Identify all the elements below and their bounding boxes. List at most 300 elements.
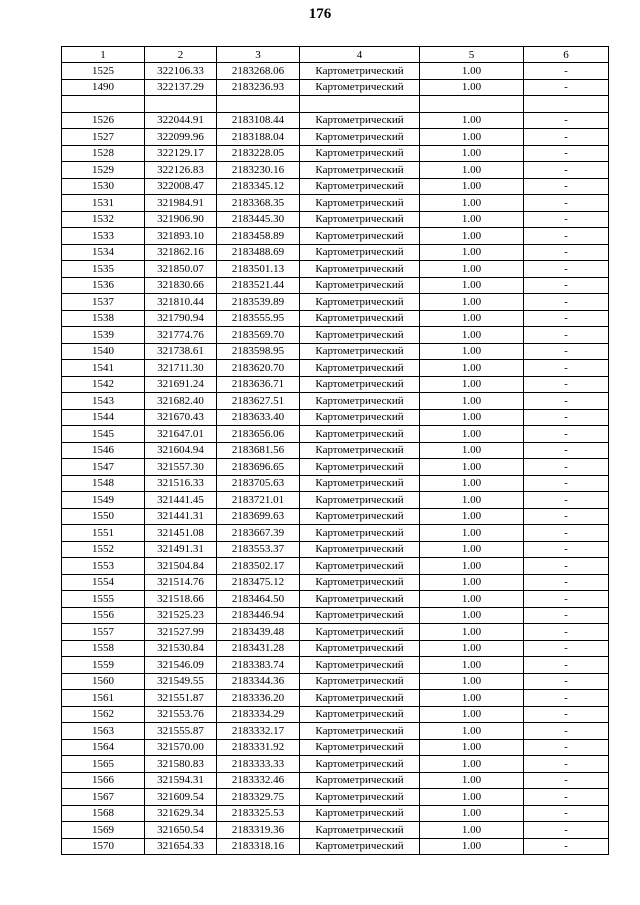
table-cell: - [524,145,609,162]
table-cell: - [524,261,609,278]
table-row [62,343,609,360]
table-row [62,772,609,789]
table-cell: 2183501.13 [217,261,300,278]
table-cell: 1.00 [420,294,524,311]
table-cell: Картометрический [300,79,420,96]
table-cell: 1556 [62,607,145,624]
table-cell: Картометрический [300,624,420,641]
table-cell: 321441.45 [145,492,217,509]
table-cell: 1.00 [420,673,524,690]
table-cell: 321647.01 [145,426,217,443]
table-cell: 321609.54 [145,789,217,806]
table-cell: - [524,79,609,96]
table-cell: 2183464.50 [217,591,300,608]
table-cell: 2183458.89 [217,228,300,245]
table-cell: 321604.94 [145,442,217,459]
table-cell: 321557.30 [145,459,217,476]
table-body [62,47,609,855]
table-cell: Картометрический [300,145,420,162]
column-header: 4 [300,47,420,63]
table-cell: 322106.33 [145,63,217,80]
table-cell: Картометрический [300,525,420,542]
table-row [62,756,609,773]
table-row [62,327,609,344]
table-cell: 1.00 [420,310,524,327]
table-cell: 321711.30 [145,360,217,377]
table-cell: 321514.76 [145,574,217,591]
table-cell: 1567 [62,789,145,806]
table-cell: 2183502.17 [217,558,300,575]
table-row [62,624,609,641]
table-cell: Картометрический [300,690,420,707]
table-cell: 1542 [62,376,145,393]
table-cell: 2183236.93 [217,79,300,96]
table-cell: 321984.91 [145,195,217,212]
table-cell [62,96,145,113]
table-cell: 2183475.12 [217,574,300,591]
table-cell: 321451.08 [145,525,217,542]
column-header: 1 [62,47,145,63]
table-cell: 1.00 [420,525,524,542]
table-cell: 321516.33 [145,475,217,492]
table-cell: Картометрический [300,657,420,674]
table-cell: 321682.40 [145,393,217,410]
table-cell: 2183318.16 [217,838,300,855]
table-row [62,607,609,624]
table-cell: 1529 [62,162,145,179]
table-cell: - [524,294,609,311]
table-cell: 2183230.16 [217,162,300,179]
table-cell: 1.00 [420,558,524,575]
table-cell: 1.00 [420,723,524,740]
table-cell: 1.00 [420,343,524,360]
table-cell: 2183705.63 [217,475,300,492]
table-cell: 1.00 [420,277,524,294]
table-cell: 321549.55 [145,673,217,690]
table-cell: 321691.24 [145,376,217,393]
table-cell: 2183555.95 [217,310,300,327]
table-cell: 1.00 [420,772,524,789]
table-cell: 322008.47 [145,178,217,195]
table-cell: Картометрический [300,178,420,195]
page-number: 176 [308,6,332,22]
table-cell [300,96,420,113]
table-cell: - [524,162,609,179]
table-cell: Картометрический [300,673,420,690]
table-cell: 1.00 [420,162,524,179]
table-cell: 1.00 [420,195,524,212]
table-cell: 1528 [62,145,145,162]
table-cell: 1557 [62,624,145,641]
table-cell: 321551.87 [145,690,217,707]
table-cell: 321629.34 [145,805,217,822]
table-cell: 2183383.74 [217,657,300,674]
table-cell: 1.00 [420,492,524,509]
table-cell: 1537 [62,294,145,311]
table-cell: - [524,393,609,410]
table-cell: 2183332.46 [217,772,300,789]
table-cell: 2183334.29 [217,706,300,723]
table-cell: 1564 [62,739,145,756]
table-cell: 2183598.95 [217,343,300,360]
table-cell: 1563 [62,723,145,740]
table-cell: 1541 [62,360,145,377]
table-cell: 1.00 [420,838,524,855]
table-cell: 321893.10 [145,228,217,245]
table-cell: - [524,492,609,509]
table-cell: Картометрический [300,343,420,360]
table-cell: 2183439.48 [217,624,300,641]
column-header: 5 [420,47,524,63]
table-cell: 321546.09 [145,657,217,674]
table-cell: 1.00 [420,574,524,591]
table-row [62,574,609,591]
table-row [62,673,609,690]
table-cell: Картометрический [300,558,420,575]
table-cell: 321580.83 [145,756,217,773]
table-cell: 322129.17 [145,145,217,162]
table-cell: 1536 [62,277,145,294]
table-cell: Картометрический [300,409,420,426]
table-row [62,360,609,377]
table-cell: 1.00 [420,376,524,393]
table-cell: 1527 [62,129,145,146]
table-cell: 321570.00 [145,739,217,756]
table-cell: 1.00 [420,145,524,162]
table-cell [145,96,217,113]
table-cell: 1562 [62,706,145,723]
table-cell: 2183569.70 [217,327,300,344]
table-cell: 2183333.33 [217,756,300,773]
table-cell: - [524,525,609,542]
table-cell: 1.00 [420,805,524,822]
table-cell: - [524,178,609,195]
table-row [62,145,609,162]
table-row [62,706,609,723]
table-cell: 1561 [62,690,145,707]
table-cell: - [524,112,609,129]
table-cell: - [524,541,609,558]
table-cell: 1569 [62,822,145,839]
table-row [62,211,609,228]
table-cell: Картометрический [300,706,420,723]
table-cell: 1526 [62,112,145,129]
table-cell: 2183228.05 [217,145,300,162]
table-cell: Картометрический [300,739,420,756]
table-cell: 1530 [62,178,145,195]
table-cell: 321906.90 [145,211,217,228]
table-cell: 2183627.51 [217,393,300,410]
table-cell: 1.00 [420,591,524,608]
table-cell: 1.00 [420,211,524,228]
table-cell: - [524,277,609,294]
table-cell [217,96,300,113]
table-row [62,838,609,855]
table-cell [420,96,524,113]
table-row [62,459,609,476]
table-cell: - [524,409,609,426]
table-row [62,640,609,657]
table-cell: - [524,244,609,261]
table-cell: 1.00 [420,244,524,261]
table-row [62,442,609,459]
table-cell: 1549 [62,492,145,509]
table-cell: - [524,442,609,459]
table-cell: 321525.23 [145,607,217,624]
table-row [62,805,609,822]
table-cell: Картометрический [300,211,420,228]
table-cell: Картометрический [300,277,420,294]
table-cell: 1.00 [420,178,524,195]
table-cell: 1.00 [420,442,524,459]
table-cell: 1558 [62,640,145,657]
table-cell: 1.00 [420,657,524,674]
table-cell: Картометрический [300,756,420,773]
table-cell: - [524,459,609,476]
table-cell: 321850.07 [145,261,217,278]
table-row [62,294,609,311]
table-cell: 321441.31 [145,508,217,525]
table-cell: 321553.76 [145,706,217,723]
table-cell: 2183553.37 [217,541,300,558]
table-cell: 2183368.35 [217,195,300,212]
table-cell: 2183344.36 [217,673,300,690]
table-cell: - [524,475,609,492]
table-cell: - [524,211,609,228]
table-cell: 1.00 [420,541,524,558]
table-cell: - [524,772,609,789]
table-cell: 322044.91 [145,112,217,129]
table-cell: 1540 [62,343,145,360]
table-cell: 2183268.06 [217,63,300,80]
table-row [62,162,609,179]
table-cell: Картометрический [300,640,420,657]
table-row [62,822,609,839]
table-cell: 1.00 [420,426,524,443]
table-cell: - [524,673,609,690]
table-cell: Картометрический [300,805,420,822]
table-row [62,195,609,212]
table-cell: 321555.87 [145,723,217,740]
table-cell: Картометрический [300,723,420,740]
table-row [62,244,609,261]
table-cell: 1545 [62,426,145,443]
table-row [62,525,609,542]
table-row [62,228,609,245]
table-cell: 1.00 [420,822,524,839]
table-row [62,112,609,129]
table-cell: Картометрический [300,607,420,624]
table-cell: 1.00 [420,640,524,657]
table-cell: - [524,591,609,608]
table-cell: 1538 [62,310,145,327]
table-row [62,723,609,740]
table-cell: 322137.29 [145,79,217,96]
table-cell: 2183620.70 [217,360,300,377]
table-cell: 1533 [62,228,145,245]
table-cell: - [524,706,609,723]
column-header: 6 [524,47,609,63]
table-cell: - [524,739,609,756]
table-cell: Картометрический [300,327,420,344]
table-cell: - [524,805,609,822]
table-cell: 1.00 [420,789,524,806]
table-cell: Картометрический [300,129,420,146]
table-cell: 322099.96 [145,129,217,146]
table-cell: 2183667.39 [217,525,300,542]
table-cell: - [524,624,609,641]
table-cell: - [524,574,609,591]
table-cell: 321518.66 [145,591,217,608]
table-cell: 1560 [62,673,145,690]
table-cell: Картометрический [300,459,420,476]
table-cell: 2183633.40 [217,409,300,426]
table-row [62,426,609,443]
table-cell: - [524,360,609,377]
table-cell: 1550 [62,508,145,525]
table-cell: Картометрический [300,475,420,492]
table-cell: 1551 [62,525,145,542]
table-cell: Картометрический [300,228,420,245]
table-row [62,129,609,146]
table-cell: 1534 [62,244,145,261]
table-cell: - [524,228,609,245]
table-cell: 2183332.17 [217,723,300,740]
table-cell: 1.00 [420,624,524,641]
table-cell [524,96,609,113]
table-row [62,541,609,558]
table-cell: 321810.44 [145,294,217,311]
table-cell: 1.00 [420,63,524,80]
table-cell: 1525 [62,63,145,80]
table-cell: 321491.31 [145,541,217,558]
table-row [62,277,609,294]
table-cell: - [524,508,609,525]
table-cell: 321830.66 [145,277,217,294]
table-cell: Картометрический [300,492,420,509]
table-cell: - [524,310,609,327]
table-row [62,657,609,674]
table-cell: 2183521.44 [217,277,300,294]
table-cell: 1.00 [420,79,524,96]
table-cell: 1570 [62,838,145,855]
table-cell: - [524,723,609,740]
table-cell: - [524,129,609,146]
table-cell: - [524,789,609,806]
table-cell: Картометрический [300,393,420,410]
table-cell: 321650.54 [145,822,217,839]
table-cell: 1568 [62,805,145,822]
table-cell: 1559 [62,657,145,674]
table-cell: 321790.94 [145,310,217,327]
table-cell: 1554 [62,574,145,591]
column-header: 3 [217,47,300,63]
table-cell: - [524,558,609,575]
table-cell: 1.00 [420,739,524,756]
table-cell: 1535 [62,261,145,278]
table-cell: 321738.61 [145,343,217,360]
table-cell: Картометрический [300,838,420,855]
table-cell: 2183325.53 [217,805,300,822]
table-cell: Картометрический [300,261,420,278]
table-cell: Картометрический [300,310,420,327]
table-cell: 321862.16 [145,244,217,261]
table-cell: 1539 [62,327,145,344]
table-row [62,591,609,608]
table-cell: 1.00 [420,112,524,129]
table-cell: Картометрический [300,112,420,129]
table-cell: - [524,327,609,344]
table-cell: 1555 [62,591,145,608]
table-cell: - [524,756,609,773]
table-cell: 1546 [62,442,145,459]
table-cell: 1.00 [420,475,524,492]
table-cell: - [524,690,609,707]
table-cell: 2183696.65 [217,459,300,476]
table-cell: 1.00 [420,607,524,624]
table-cell: Картометрический [300,789,420,806]
table-cell: 2183336.20 [217,690,300,707]
table-row [62,558,609,575]
table-cell: Картометрический [300,591,420,608]
table-cell: Картометрический [300,822,420,839]
table-cell: 321527.99 [145,624,217,641]
table-cell: 1.00 [420,360,524,377]
table-cell: - [524,343,609,360]
table-cell: 2183329.75 [217,789,300,806]
table-cell: 1490 [62,79,145,96]
table-cell: 1.00 [420,459,524,476]
table-cell: 321774.76 [145,327,217,344]
table-cell: 1.00 [420,706,524,723]
table-cell: 2183431.28 [217,640,300,657]
table-cell: Картометрический [300,162,420,179]
table-cell: 1566 [62,772,145,789]
table-cell: 321504.84 [145,558,217,575]
table-cell: 2183108.44 [217,112,300,129]
table-cell: 321530.84 [145,640,217,657]
table-row [62,508,609,525]
table-cell: - [524,640,609,657]
table-cell: 1531 [62,195,145,212]
table-cell: 1.00 [420,327,524,344]
table-cell: Картометрический [300,360,420,377]
table-cell: Картометрический [300,244,420,261]
table-row [62,261,609,278]
table-cell: - [524,195,609,212]
table-cell: 2183446.94 [217,607,300,624]
table-row [62,79,609,96]
table-cell: 2183488.69 [217,244,300,261]
table-row [62,475,609,492]
table-row [62,96,609,113]
table-row [62,492,609,509]
table-cell: Картометрический [300,442,420,459]
table-cell: 2183681.56 [217,442,300,459]
table-cell: 1532 [62,211,145,228]
table-cell: - [524,838,609,855]
table-cell: 2183319.36 [217,822,300,839]
table-cell: 1565 [62,756,145,773]
table-row [62,409,609,426]
table-cell: 2183539.89 [217,294,300,311]
table-cell: Картометрический [300,63,420,80]
table-header-row [62,47,609,63]
table-cell: 321654.33 [145,838,217,855]
table-row [62,376,609,393]
table-row [62,739,609,756]
table-row [62,63,609,80]
